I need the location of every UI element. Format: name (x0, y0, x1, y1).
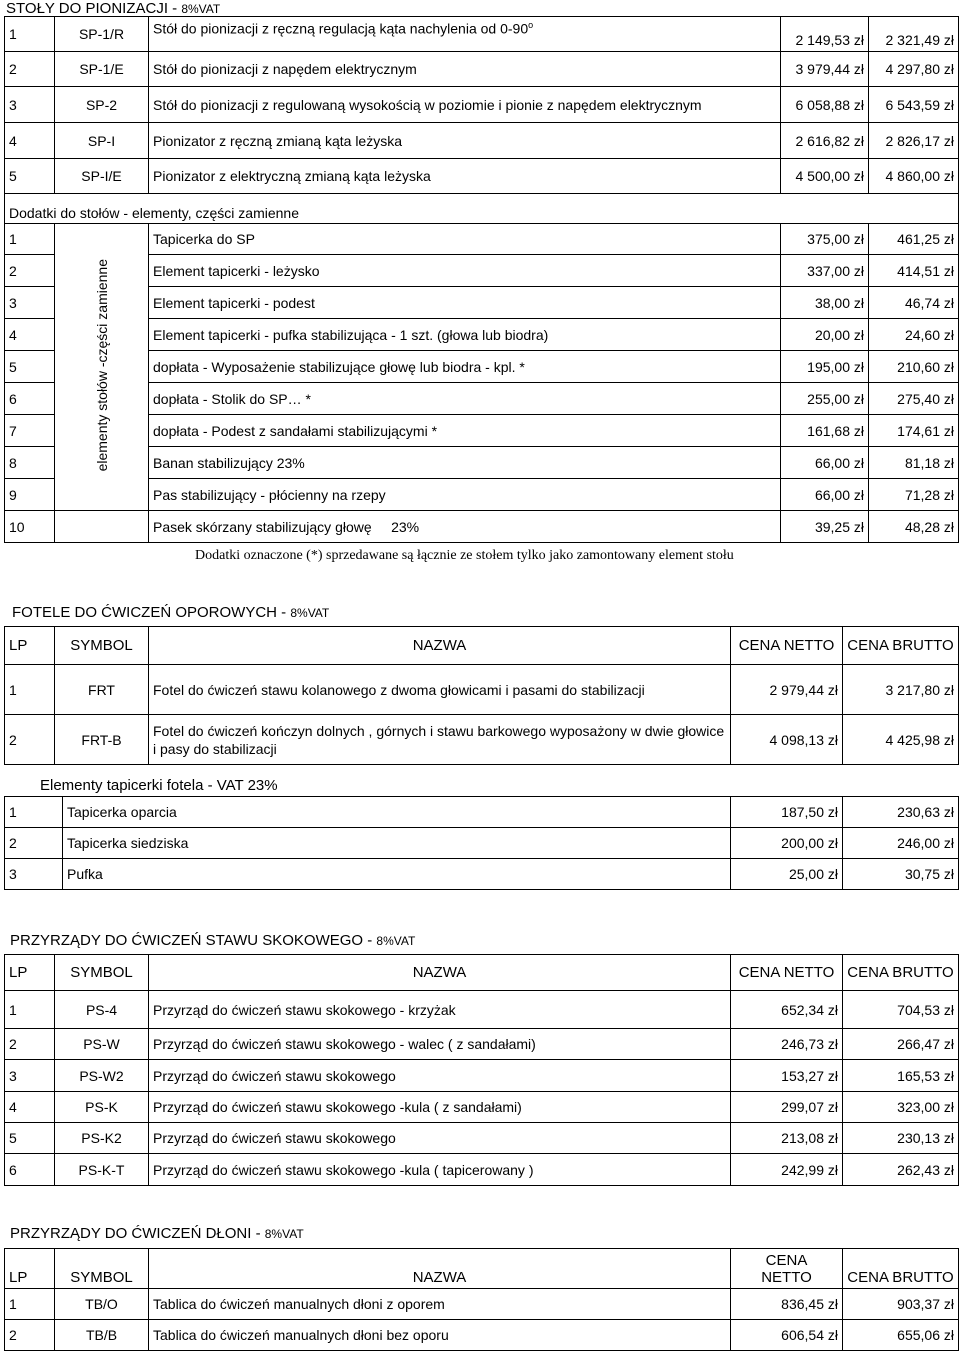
cell-netto: 606,54 zł (731, 1320, 843, 1351)
table-row (5, 319, 959, 351)
table-row (5, 287, 959, 319)
cell-symbol: SP-1/R (55, 17, 149, 52)
cell-name: Pionizator z ręczną zmianą kąta leżyska (149, 123, 781, 159)
cell-lp: 6 (5, 383, 55, 415)
cell-name: Tapicerka siedziska (63, 828, 731, 859)
cell-brutto: 30,75 zł (843, 859, 959, 890)
cell-symbol: SP-2 (55, 87, 149, 123)
cell-symbol: SP-1/E (55, 52, 149, 87)
cell-name: Element tapicerki - podest (149, 287, 781, 319)
cell-netto: 4 500,00 zł (781, 159, 869, 194)
section-title-text: PRZYRZĄDY DO ĆWICZEŃ DŁONI - (10, 1225, 265, 1242)
extras-note: Dodatki oznaczone (*) sprzedawane są łącznie ze stołem tylko jako zamontowany element stołu (195, 548, 734, 563)
cell-symbol: FRT (55, 665, 149, 715)
cell-brutto: 174,61 zł (869, 415, 959, 447)
cell-netto: 337,00 zł (781, 255, 869, 287)
cell-symbol: TB/O (55, 1289, 149, 1320)
cell-brutto: 24,60 zł (869, 319, 959, 351)
header-netto: CENA NETTO (731, 627, 843, 665)
header-lp: LP (5, 955, 55, 991)
extras-title-row (5, 194, 959, 224)
cell-netto: 2 149,53 zł (781, 17, 869, 52)
extras-title-fotele: Elementy tapicerki fotela - VAT 23% (40, 777, 278, 794)
table-stoly (4, 16, 959, 543)
section-title-stoly (6, 0, 220, 17)
cell-brutto: 414,51 zł (869, 255, 959, 287)
cell-lp: 2 (5, 715, 55, 765)
header-symbol: SYMBOL (55, 1249, 149, 1289)
cell-name: Tablica do ćwiczeń manualnych dłoni bez oporu (149, 1320, 731, 1351)
table-row (5, 415, 959, 447)
header-symbol: SYMBOL (55, 627, 149, 665)
table-row (5, 1060, 959, 1092)
cell-brutto: 655,06 zł (843, 1320, 959, 1351)
cell-name: Banan stabilizujący 23% (149, 447, 781, 479)
cell-brutto: 2 826,17 zł (869, 123, 959, 159)
cell-lp: 1 (5, 797, 63, 828)
vertical-label: elementy stołów -części zamienne (93, 259, 110, 472)
cell-brutto: 461,25 zł (869, 224, 959, 255)
cell-symbol: PS-K-T (55, 1154, 149, 1186)
table-row (5, 17, 959, 52)
cell-brutto: 275,40 zł (869, 383, 959, 415)
table-fotele (4, 626, 959, 765)
table-header-row (5, 627, 959, 665)
cell-lp: 3 (5, 1060, 55, 1092)
vat-label: 8%VAT (264, 1227, 304, 1241)
cell-name: Pionizator z elektryczną zmianą kąta leżyska (149, 159, 781, 194)
cell-lp: 1 (5, 1289, 55, 1320)
cell-brutto: 230,13 zł (843, 1123, 959, 1154)
cell-name: Tapicerka do SP (149, 224, 781, 255)
section-title-text: STOŁY DO PIONIZACJI - (6, 0, 182, 17)
cell-netto: 66,00 zł (781, 447, 869, 479)
cell-lp: 4 (5, 123, 55, 159)
cell-brutto: 262,43 zł (843, 1154, 959, 1186)
section-title-text: PRZYRZĄDY DO ĆWICZEŃ STAWU SKOKOWEGO - (10, 932, 377, 949)
table-row (5, 87, 959, 123)
cell-name: Przyrząd do ćwiczeń stawu skokowego -kula ( z sandałami) (149, 1092, 731, 1123)
cell-lp: 1 (5, 17, 55, 52)
cell-lp: 3 (5, 87, 55, 123)
cell-netto: 255,00 zł (781, 383, 869, 415)
header-name: NAZWA (149, 955, 731, 991)
cell-lp: 5 (5, 159, 55, 194)
table-row (5, 1320, 959, 1351)
cell-brutto: 266,47 zł (843, 1029, 959, 1060)
cell-netto: 3 979,44 zł (781, 52, 869, 87)
table-row (5, 351, 959, 383)
header-brutto: CENA BRUTTO (843, 955, 959, 991)
cell-netto: 153,27 zł (731, 1060, 843, 1092)
cell-netto: 195,00 zł (781, 351, 869, 383)
cell-name: Element tapicerki - leżysko (149, 255, 781, 287)
header-lp: LP (5, 1249, 55, 1289)
cell-name: dopłata - Stolik do SP… * (149, 383, 781, 415)
table-row (5, 1289, 959, 1320)
vertical-label-cell (55, 224, 149, 511)
cell-symbol: PS-4 (55, 991, 149, 1029)
cell-netto: 200,00 zł (731, 828, 843, 859)
cell-name: Fotel do ćwiczeń stawu kolanowego z dwoma głowicami i pasami do stabilizacji (149, 665, 731, 715)
cell-symbol: PS-K2 (55, 1123, 149, 1154)
cell-name: Przyrząd do ćwiczeń stawu skokowego - walec ( z sandałami) (149, 1029, 731, 1060)
cell-netto: 246,73 zł (731, 1029, 843, 1060)
cell-blank (55, 511, 149, 543)
cell-name: Przyrząd do ćwiczeń stawu skokowego (149, 1123, 731, 1154)
cell-brutto: 4 425,98 zł (843, 715, 959, 765)
table-row (5, 159, 959, 194)
header-netto: CENA NETTO (731, 955, 843, 991)
cell-brutto: 246,00 zł (843, 828, 959, 859)
cell-lp: 4 (5, 319, 55, 351)
header-netto-line1: CENA (765, 1251, 808, 1269)
cell-netto: 66,00 zł (781, 479, 869, 511)
cell-symbol: PS-W2 (55, 1060, 149, 1092)
cell-brutto: 2 321,49 zł (869, 17, 959, 52)
cell-brutto: 4 297,80 zł (869, 52, 959, 87)
cell-lp: 8 (5, 447, 55, 479)
table-row (5, 383, 959, 415)
degree-sup: o (528, 20, 534, 30)
table-row (5, 828, 959, 859)
cell-name: dopłata - Wyposażenie stabilizujące głowę lub biodra - kpl. * (149, 351, 781, 383)
table-row (5, 52, 959, 87)
table-row (5, 511, 959, 543)
table-row (5, 1092, 959, 1123)
table-row (5, 715, 959, 765)
cell-lp: 9 (5, 479, 55, 511)
cell-lp: 1 (5, 224, 55, 255)
cell-lp: 1 (5, 665, 55, 715)
cell-name: Element tapicerki - pufka stabilizująca - 1 szt. (głowa lub biodra) (149, 319, 781, 351)
cell-netto: 4 098,13 zł (731, 715, 843, 765)
cell-lp: 1 (5, 991, 55, 1029)
table-fotele-extras (4, 796, 959, 890)
cell-brutto: 71,28 zł (869, 479, 959, 511)
section-title-fotele (12, 604, 329, 621)
section-title-text: FOTELE DO ĆWICZEŃ OPOROWYCH - (12, 604, 291, 621)
header-lp: LP (5, 627, 55, 665)
cell-netto: 652,34 zł (731, 991, 843, 1029)
table-row (5, 1123, 959, 1154)
cell-name: Przyrząd do ćwiczeń stawu skokowego - krzyżak (149, 991, 731, 1029)
section-title-dloni (10, 1225, 304, 1242)
cell-name: dopłata - Podest z sandałami stabilizującymi * (149, 415, 781, 447)
cell-netto: 187,50 zł (731, 797, 843, 828)
cell-brutto: 48,28 zł (869, 511, 959, 543)
cell-lp: 10 (5, 511, 55, 543)
cell-brutto: 46,74 zł (869, 287, 959, 319)
cell-netto: 161,68 zł (781, 415, 869, 447)
cell-netto: 25,00 zł (731, 859, 843, 890)
cell-netto: 375,00 zł (781, 224, 869, 255)
cell-brutto: 3 217,80 zł (843, 665, 959, 715)
cell-netto: 213,08 zł (731, 1123, 843, 1154)
cell-lp: 2 (5, 1029, 55, 1060)
cell-name (149, 17, 781, 52)
vat-label: 8%VAT (181, 2, 221, 16)
name-text: Stół do pionizacji z ręczną regulacją kąta nachylenia od 0-90 (153, 20, 529, 37)
cell-name: Pas stabilizujący - płócienny na rzepy (149, 479, 781, 511)
table-row (5, 123, 959, 159)
cell-brutto: 81,18 zł (869, 447, 959, 479)
cell-lp: 4 (5, 1092, 55, 1123)
cell-symbol: PS-W (55, 1029, 149, 1060)
header-brutto: CENA BRUTTO (843, 627, 959, 665)
cell-netto: 20,00 zł (781, 319, 869, 351)
cell-name: Pufka (63, 859, 731, 890)
cell-lp: 3 (5, 859, 63, 890)
cell-lp: 2 (5, 255, 55, 287)
cell-lp: 2 (5, 1320, 55, 1351)
cell-name: Przyrząd do ćwiczeń stawu skokowego (149, 1060, 731, 1092)
table-header-row (5, 955, 959, 991)
cell-symbol: TB/B (55, 1320, 149, 1351)
vat-label: 8%VAT (376, 934, 416, 948)
header-symbol: SYMBOL (55, 955, 149, 991)
cell-name: Pasek skórzany stabilizujący głowę 23% (149, 511, 781, 543)
cell-symbol: PS-K (55, 1092, 149, 1123)
table-row (5, 797, 959, 828)
cell-lp: 5 (5, 351, 55, 383)
header-name: NAZWA (149, 1249, 731, 1289)
table-dloni (4, 1248, 959, 1351)
cell-symbol: SP-I (55, 123, 149, 159)
cell-lp: 7 (5, 415, 55, 447)
cell-brutto: 903,37 zł (843, 1289, 959, 1320)
table-row (5, 1029, 959, 1060)
header-name: NAZWA (149, 627, 731, 665)
cell-lp: 2 (5, 52, 55, 87)
cell-netto: 39,25 zł (781, 511, 869, 543)
header-netto-line2: NETTO (761, 1268, 812, 1286)
cell-brutto: 165,53 zł (843, 1060, 959, 1092)
cell-lp: 6 (5, 1154, 55, 1186)
cell-netto: 836,45 zł (731, 1289, 843, 1320)
cell-name: Tapicerka oparcia (63, 797, 731, 828)
vat-label: 8%VAT (290, 606, 330, 620)
table-header-row (5, 1249, 959, 1289)
table-row (5, 665, 959, 715)
cell-netto: 38,00 zł (781, 287, 869, 319)
cell-name: Stół do pionizacji z napędem elektrycznym (149, 52, 781, 87)
table-row (5, 224, 959, 255)
table-row (5, 479, 959, 511)
section-title-skokowe (10, 932, 415, 949)
cell-lp: 3 (5, 287, 55, 319)
table-row (5, 255, 959, 287)
cell-brutto: 704,53 zł (843, 991, 959, 1029)
cell-netto: 242,99 zł (731, 1154, 843, 1186)
cell-name: Przyrząd do ćwiczeń stawu skokowego -kula ( tapicerowany ) (149, 1154, 731, 1186)
cell-name: Stół do pionizacji z regulowaną wysokością w poziomie i pionie z napędem elektrycznym (149, 87, 781, 123)
cell-brutto: 323,00 zł (843, 1092, 959, 1123)
cell-brutto: 6 543,59 zł (869, 87, 959, 123)
header-netto (731, 1249, 843, 1289)
table-row (5, 859, 959, 890)
cell-netto: 299,07 zł (731, 1092, 843, 1123)
table-row (5, 991, 959, 1029)
cell-name: Fotel do ćwiczeń kończyn dolnych , górnych i stawu barkowego wyposażony w dwie głowice i pasy do stabilizacji (149, 715, 731, 765)
cell-symbol: FRT-B (55, 715, 149, 765)
cell-brutto: 4 860,00 zł (869, 159, 959, 194)
table-row (5, 447, 959, 479)
header-brutto: CENA BRUTTO (843, 1249, 959, 1289)
cell-symbol: SP-I/E (55, 159, 149, 194)
cell-lp: 5 (5, 1123, 55, 1154)
cell-netto: 2 616,82 zł (781, 123, 869, 159)
cell-lp: 2 (5, 828, 63, 859)
cell-name: Tablica do ćwiczeń manualnych dłoni z oporem (149, 1289, 731, 1320)
cell-brutto: 230,63 zł (843, 797, 959, 828)
cell-brutto: 210,60 zł (869, 351, 959, 383)
cell-netto: 2 979,44 zł (731, 665, 843, 715)
cell-netto: 6 058,88 zł (781, 87, 869, 123)
table-skokowe (4, 954, 959, 1186)
extras-title: Dodatki do stołów - elementy, części zamienne (5, 194, 959, 224)
table-row (5, 1154, 959, 1186)
